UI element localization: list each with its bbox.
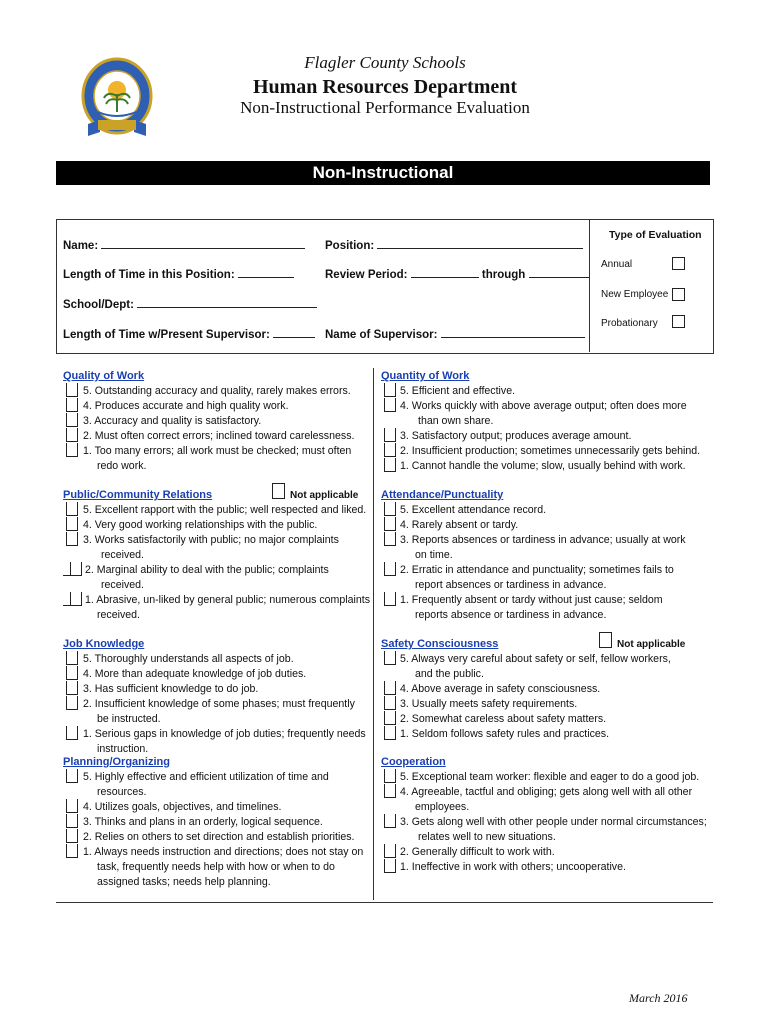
length-supervisor-label: Length of Time w/Present Supervisor (63, 329, 266, 341)
safety-item-3: 3. Usually meets safety requirements. (400, 698, 578, 710)
knowledge-item-2: 2. Insufficient knowledge of some phases; must frequently (83, 698, 355, 710)
quantity-item-3: 3. Satisfactory output; produces average amount. (400, 430, 632, 442)
cooperation-item-2: 2. Generally difficult to work with. (400, 846, 555, 858)
quality-item-1: 1. Too many errors; all work must be checked; must often (83, 445, 352, 457)
cooperation-item-3-cont: relates well to new situations. (418, 831, 556, 843)
knowledge-2-box[interactable] (66, 696, 78, 710)
cooperation-2-box[interactable] (384, 844, 396, 858)
quantity-3-box[interactable] (384, 428, 396, 442)
public-relations-title: Public/Community Relations (63, 489, 213, 501)
public-item-3: 3. Works satisfactorily with public; no major complaints (83, 534, 339, 546)
annual-label: Annual (601, 259, 633, 270)
quantity-item-4: 4. Works quickly with above average output; often does more (400, 400, 687, 412)
planning-item-3: 3. Thinks and plans in an orderly, logical sequence. (83, 816, 323, 828)
position-field[interactable]: Position: (325, 236, 583, 252)
quantity-5-box[interactable] (384, 383, 396, 397)
attendance-item-5: 5. Excellent attendance record. (400, 504, 547, 516)
knowledge-item-1: 1. Serious gaps in knowledge of job duties; frequently needs (83, 728, 366, 740)
quality-item-5: 5. Outstanding accuracy and quality, rarely makes errors. (83, 385, 351, 397)
knowledge-3-box[interactable] (66, 681, 78, 695)
name-input-line[interactable] (101, 236, 305, 249)
attendance-item-3: 3. Reports absences or tardiness in advance; usually at work (400, 534, 686, 546)
quality-2-box[interactable] (66, 428, 78, 442)
planning-item-1-cont: task, frequently needs help with how or when to do (97, 861, 335, 873)
cooperation-1-box[interactable] (384, 859, 396, 873)
annual-checkbox[interactable] (672, 257, 685, 270)
length-supervisor-input-line[interactable] (273, 325, 315, 338)
section-banner: Non-Instructional (56, 161, 710, 185)
knowledge-item-3: 3. Has sufficient knowledge to do job. (83, 683, 259, 695)
quantity-item-4-cont: than own share. (418, 415, 494, 427)
quality-3-box[interactable] (66, 413, 78, 427)
new-employee-label: New Employee (601, 289, 669, 300)
school-dept-input-line[interactable] (137, 295, 317, 308)
cooperation-3-box[interactable] (384, 814, 396, 828)
knowledge-item-4: 4. More than adequate knowledge of job duties. (83, 668, 307, 680)
safety-not-applicable-label: Not applicable (617, 639, 686, 650)
job-knowledge-title: Job Knowledge (63, 638, 145, 650)
quantity-item-2: 2. Insufficient production; sometimes unnecessarily gets behind. (400, 445, 701, 457)
public-item-5: 5. Excellent rapport with the public; well respected and liked. (83, 504, 367, 516)
cooperation-5-box[interactable] (384, 769, 396, 783)
safety-item-1: 1. Seldom follows safety rules and practices. (400, 728, 610, 740)
org-name: Flagler County Schools (304, 53, 466, 72)
attendance-title: Attendance/Punctuality (381, 489, 504, 501)
planning-3-box[interactable] (66, 814, 78, 828)
quantity-1-box[interactable] (384, 458, 396, 472)
cooperation-item-1: 1. Ineffective in work with others; uncooperative. (400, 861, 626, 873)
safety-item-5: 5. Always very careful about safety or self, fellow workers, (400, 653, 671, 665)
quality-4-box[interactable] (66, 398, 78, 412)
safety-1-box[interactable] (384, 726, 396, 740)
planning-2-box[interactable] (66, 829, 78, 843)
name-field[interactable]: Name: (63, 236, 305, 252)
knowledge-1-box[interactable] (66, 726, 78, 740)
column-divider (373, 368, 374, 900)
safety-5-box[interactable] (384, 651, 396, 665)
quantity-2-box[interactable] (384, 443, 396, 457)
review-period-label: Review Period (325, 269, 404, 281)
attendance-item-4: 4. Rarely absent or tardy. (400, 519, 519, 531)
footer-date: March 2016 (629, 991, 688, 1005)
safety-3-box[interactable] (384, 696, 396, 710)
school-dept-label: School/Dept: (63, 299, 134, 311)
review-from-input-line[interactable] (411, 265, 479, 278)
public-item-1: 1. Abrasive, un-liked by general public; numerous complaints (85, 594, 371, 606)
quantity-item-5: 5. Efficient and effective. (400, 385, 516, 397)
safety-4-box[interactable] (384, 681, 396, 695)
public-item-2-cont: received. (101, 579, 144, 591)
quality-of-work-title: Quality of Work (63, 370, 145, 382)
attendance-item-1-cont: reports absence or tardiness in advance. (415, 609, 607, 621)
knowledge-5-box[interactable] (66, 651, 78, 665)
probationary-label: Probationary (601, 318, 658, 329)
quantity-of-work-title: Quantity of Work (381, 370, 470, 382)
bottom-divider (56, 902, 713, 903)
supervisor-name-label: Name of Supervisor (325, 329, 434, 341)
public-1-box[interactable] (70, 592, 82, 606)
cooperation-4-box[interactable] (384, 784, 396, 798)
quality-1-box[interactable] (66, 443, 78, 457)
form-title: Non-Instructional Performance Evaluation (240, 98, 530, 117)
planning-item-1: 1. Always needs instruction and directions; does not stay on (83, 846, 364, 858)
supervisor-name-input-line[interactable] (441, 325, 585, 338)
supervisor-name-field[interactable]: Name of Supervisor: (325, 325, 585, 341)
quality-item-1-cont: redo work. (97, 460, 147, 472)
quality-item-3: 3. Accuracy and quality is satisfactory. (83, 415, 262, 427)
knowledge-4-box[interactable] (66, 666, 78, 680)
attendance-5-box[interactable] (384, 502, 396, 516)
safety-title: Safety Consciousness (381, 638, 499, 650)
name-label: Name (63, 240, 95, 252)
attendance-item-1: 1. Frequently absent or tardy without just cause; seldom (400, 594, 663, 606)
public-2-box[interactable] (70, 562, 82, 576)
cooperation-item-4-cont: employees. (415, 801, 470, 813)
public-item-4: 4. Very good working relationships with the public. (83, 519, 318, 531)
safety-item-4: 4. Above average in safety consciousness. (400, 683, 601, 695)
review-to-input-line[interactable] (529, 265, 589, 278)
planning-1-box[interactable] (66, 844, 78, 858)
position-label: Position (325, 240, 371, 252)
quantity-4-box[interactable] (384, 398, 396, 412)
department-title: Human Resources Department (252, 76, 518, 98)
attendance-4-box[interactable] (384, 517, 396, 531)
knowledge-item-1-cont: instruction. (97, 743, 149, 755)
public-5-box[interactable] (66, 502, 78, 516)
planning-item-4: 4. Utilizes goals, objectives, and timelines. (83, 801, 282, 813)
planning-5-box[interactable] (66, 769, 78, 783)
attendance-2-box[interactable] (384, 562, 396, 576)
planning-item-5: 5. Highly effective and efficient utilization of time and (83, 771, 329, 783)
cooperation-item-5: 5. Exceptional team worker: flexible and eager to do a good job. (400, 771, 700, 783)
planning-item-5-cont: resources. (97, 786, 147, 798)
quantity-item-1: 1. Cannot handle the volume; slow, usually behind with work. (400, 460, 686, 472)
quality-5-box[interactable] (66, 383, 78, 397)
planning-item-1-cont2: assigned tasks; needs help planning. (97, 876, 271, 888)
review-period-field[interactable]: Review Period: through (325, 265, 589, 281)
public-item-2: 2. Marginal ability to deal with the public; complaints (85, 564, 329, 576)
length-position-input-line[interactable] (238, 265, 294, 278)
planning-4-box[interactable] (66, 799, 78, 813)
knowledge-item-2-cont: be instructed. (97, 713, 161, 725)
public-item-1-cont: received. (97, 609, 140, 621)
attendance-3-box[interactable] (384, 532, 396, 546)
length-position-label: Length of Time in this Position (63, 269, 231, 281)
planning-organizing-title: Planning/Organizing (63, 756, 170, 768)
through-label: through (481, 269, 526, 281)
attendance-item-2-cont: report absences or tardiness in advance. (415, 579, 607, 591)
public-not-applicable-label: Not applicable (290, 490, 359, 501)
type-of-evaluation-title: Type of Evaluation (609, 229, 702, 241)
length-in-position-field[interactable]: Length of Time in this Position: (63, 265, 294, 281)
public-not-applicable-checkbox[interactable] (272, 483, 285, 499)
planning-item-2: 2. Relies on others to set direction and establish priorities. (83, 831, 355, 843)
probationary-checkbox[interactable] (672, 315, 685, 328)
cooperation-item-3: 3. Gets along well with other people under normal circumstances; (400, 816, 707, 828)
new-employee-checkbox[interactable] (672, 288, 685, 301)
safety-item-5-cont: and the public. (415, 668, 484, 680)
attendance-item-3-cont: on time. (415, 549, 453, 561)
quality-item-2: 2. Must often correct errors; inclined toward carelessness. (83, 430, 355, 442)
school-dept-field[interactable] (63, 295, 317, 311)
public-4-box[interactable] (66, 517, 78, 531)
length-with-supervisor-field[interactable]: Length of Time w/Present Supervisor: (63, 325, 315, 341)
safety-2-box[interactable] (384, 711, 396, 725)
attendance-item-2: 2. Erratic in attendance and punctuality; sometimes fails to (400, 564, 674, 576)
cooperation-item-4: 4. Agreeable, tactful and obliging; gets along well with all other (400, 786, 693, 798)
knowledge-item-5: 5. Thoroughly understands all aspects of job. (83, 653, 294, 665)
position-input-line[interactable] (377, 236, 583, 249)
public-3-box[interactable] (66, 532, 78, 546)
cooperation-title: Cooperation (381, 756, 446, 768)
public-item-3-cont: received. (101, 549, 144, 561)
safety-item-2: 2. Somewhat careless about safety matters. (400, 713, 607, 725)
quality-item-4: 4. Produces accurate and high quality work. (83, 400, 289, 412)
safety-not-applicable-checkbox[interactable] (599, 632, 612, 648)
attendance-1-box[interactable] (384, 592, 396, 606)
